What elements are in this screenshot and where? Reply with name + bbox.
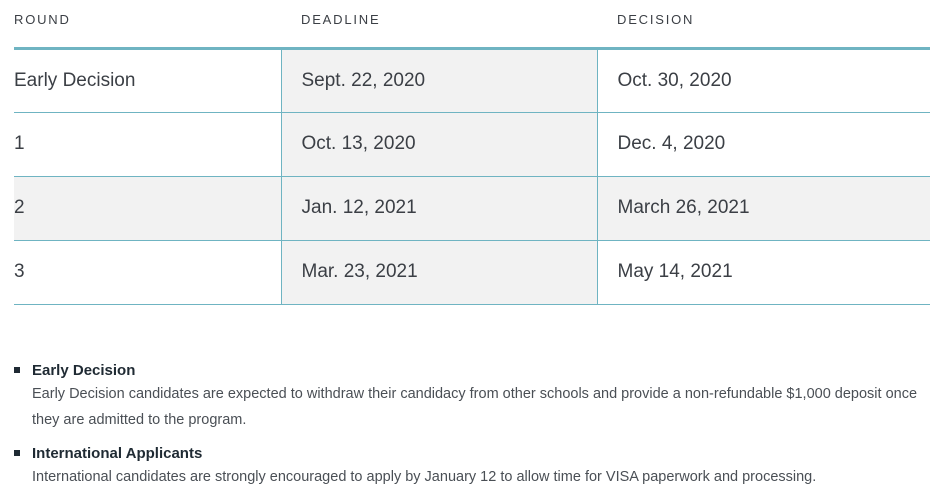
- table-row: [14, 176, 930, 240]
- deadline-cell: Mar. 23, 2021: [281, 240, 597, 304]
- header-round: ROUND: [14, 0, 281, 48]
- deadlines-table: [14, 0, 930, 305]
- note-text: International candidates are strongly encouraged to apply by January 12 to allow time for VISA paperwork and processing.: [32, 469, 817, 485]
- deadline-cell: Oct. 13, 2020: [281, 112, 597, 176]
- deadlines-table-container: [14, 0, 930, 305]
- notes-list: [14, 360, 930, 500]
- table-row: [14, 48, 930, 112]
- decision-cell: March 26, 2021: [597, 176, 930, 240]
- round-cell: Early Decision: [14, 48, 281, 112]
- round-cell: 1: [14, 112, 281, 176]
- header-row: [14, 0, 930, 48]
- bullet-icon: [14, 450, 20, 456]
- bullet-icon: [14, 367, 20, 373]
- header-deadline: DEADLINE: [281, 0, 597, 48]
- round-cell: 3: [14, 240, 281, 304]
- table-body: [14, 48, 930, 304]
- list-item: [14, 443, 930, 490]
- decision-cell: Dec. 4, 2020: [597, 112, 930, 176]
- table-row: [14, 112, 930, 176]
- decision-cell: May 14, 2021: [597, 240, 930, 304]
- header-decision: DECISION: [597, 0, 930, 48]
- deadline-cell: Jan. 12, 2021: [281, 176, 597, 240]
- note-title: Early Decision: [32, 362, 136, 379]
- table-row: [14, 240, 930, 304]
- table-header: [14, 0, 930, 48]
- decision-cell: Oct. 30, 2020: [597, 48, 930, 112]
- round-cell: 2: [14, 176, 281, 240]
- note-title: International Applicants: [32, 445, 203, 462]
- list-item: [14, 360, 930, 433]
- note-text: Early Decision candidates are expected to withdraw their candidacy from other schools and provide a non-refundable $1,000 deposit once they are admitted to the program.: [32, 386, 918, 428]
- deadline-cell: Sept. 22, 2020: [281, 48, 597, 112]
